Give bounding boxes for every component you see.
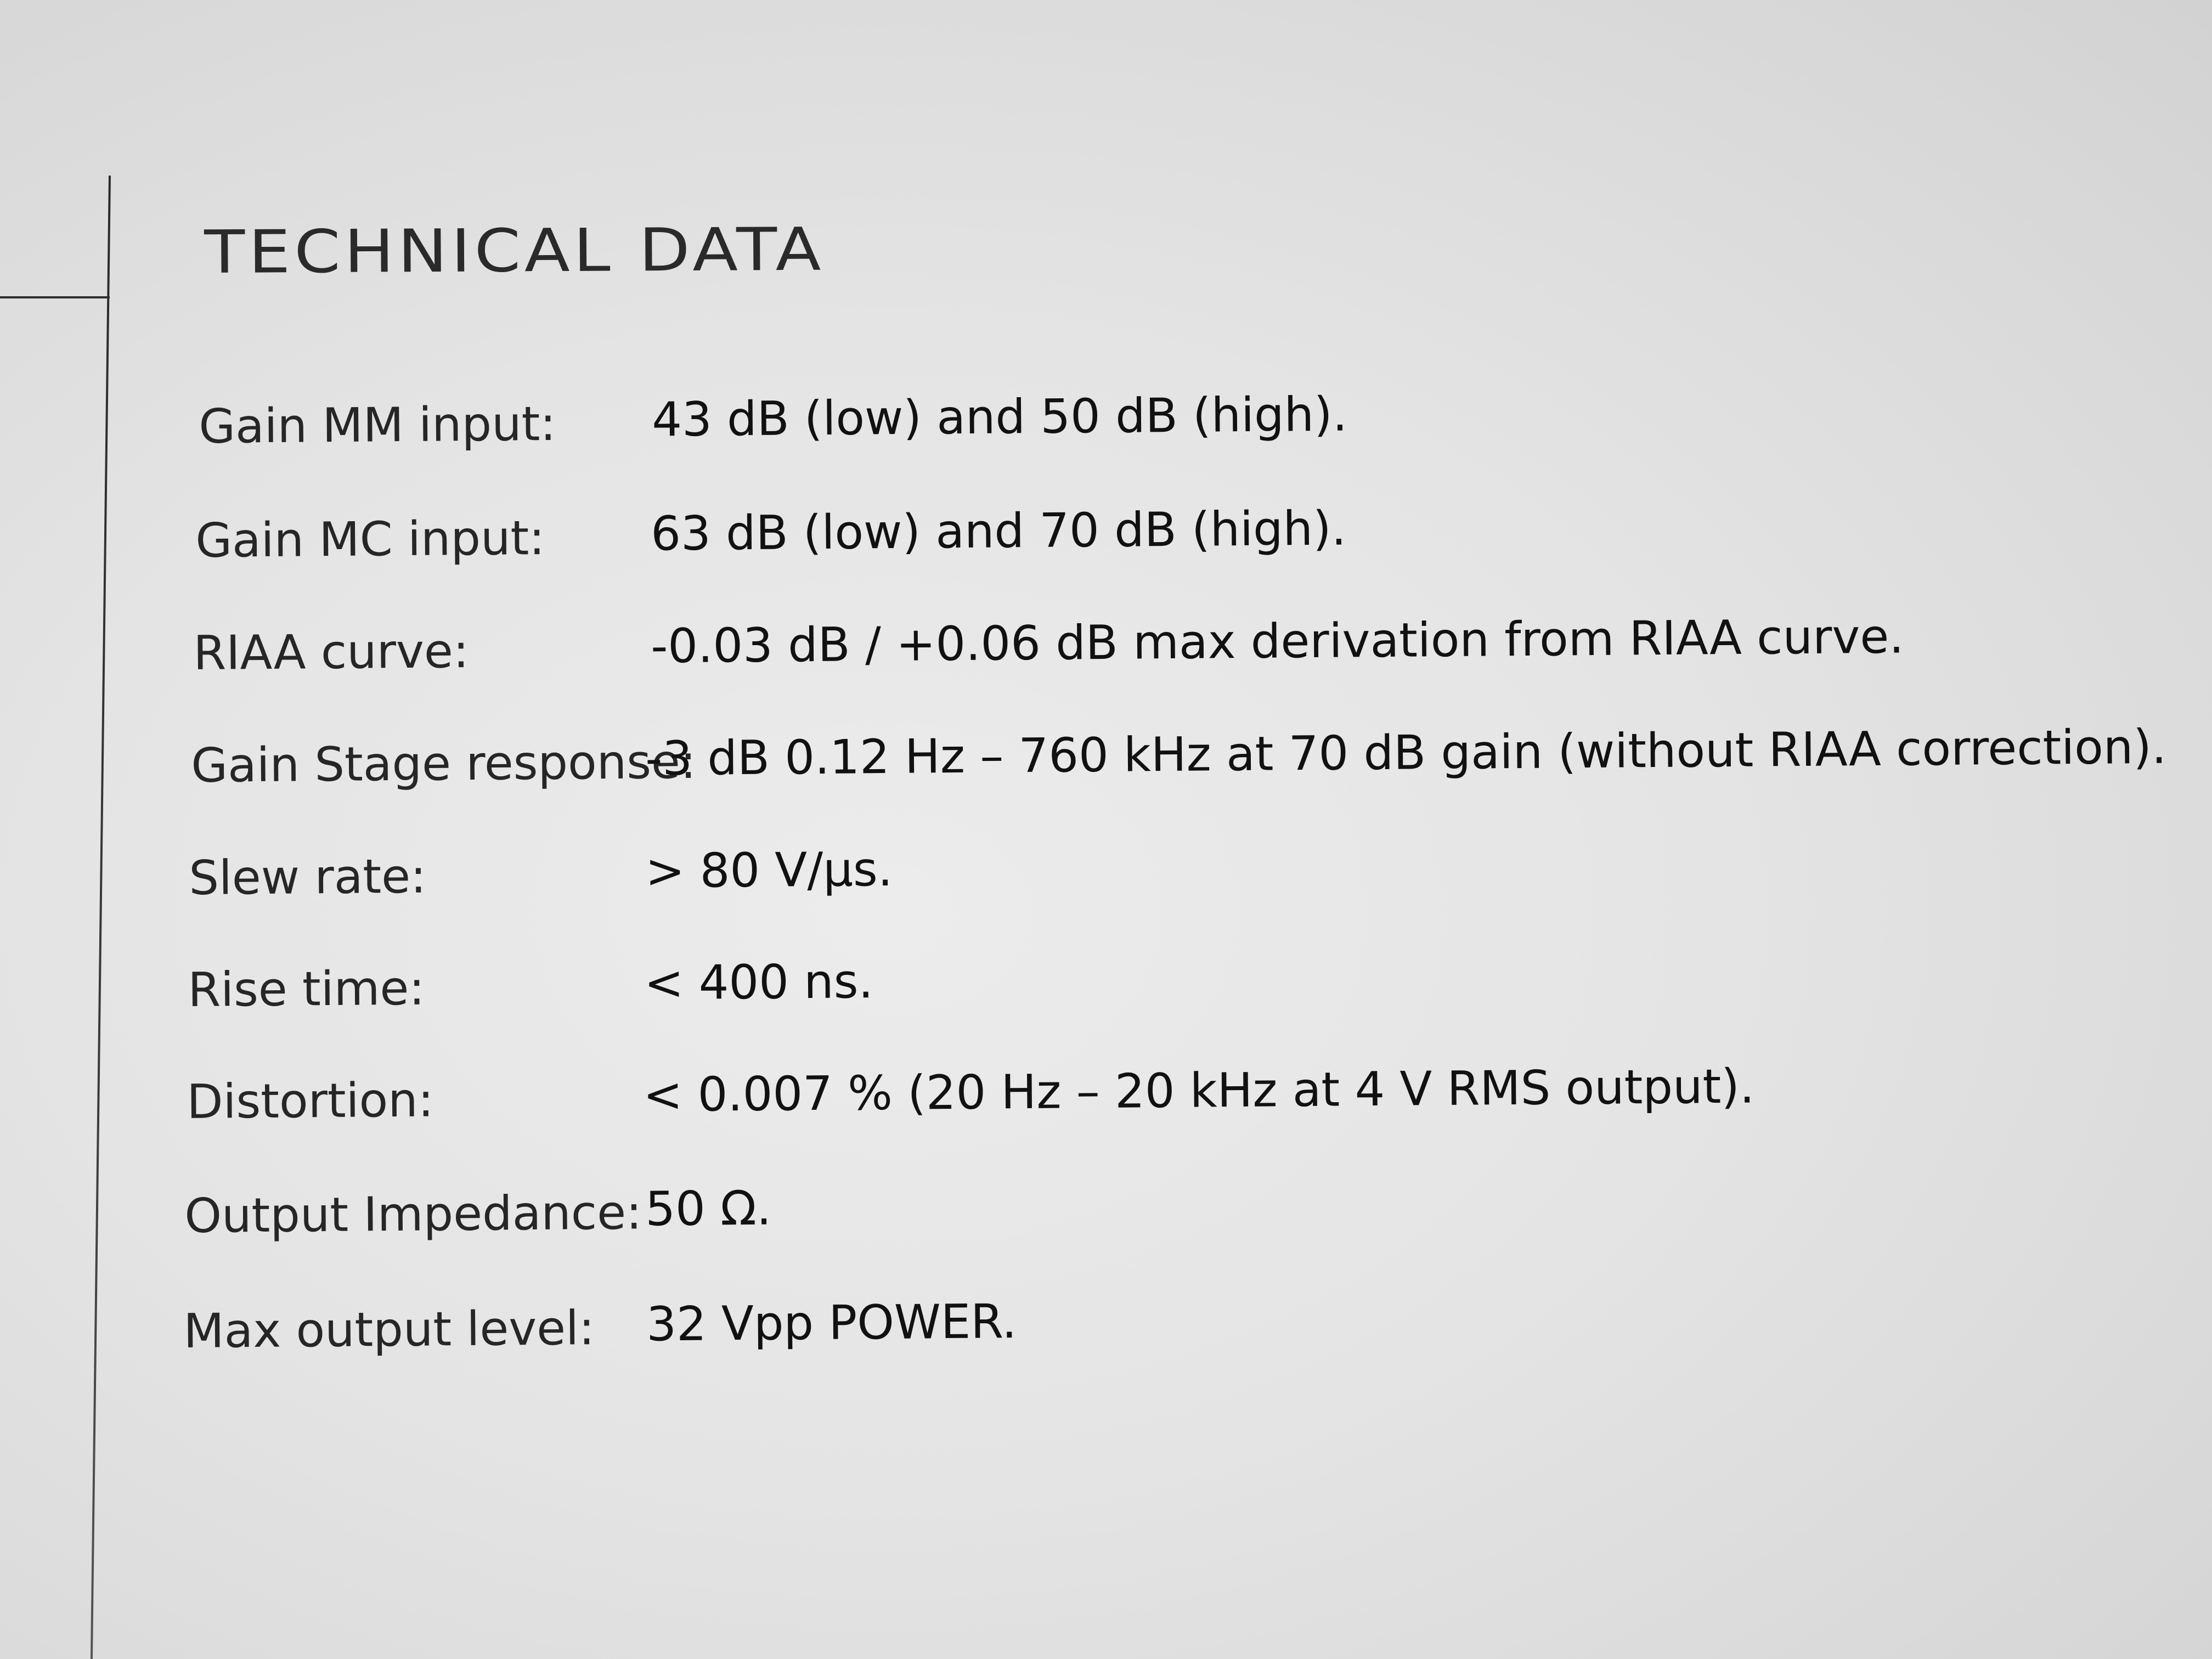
spec-label: Gain MM input: <box>198 396 556 454</box>
spec-value: < 0.007 % (20 Hz – 20 kHz at 4 V RMS output). <box>642 1059 1755 1123</box>
spec-value: -0.03 dB / +0.06 dB max derivation from RIAA curve. <box>650 609 1904 674</box>
spec-label: Gain MC input: <box>195 510 545 568</box>
spec-label: Max output level: <box>183 1301 595 1359</box>
spec-value: 43 dB (low) and 50 dB (high). <box>651 387 1348 448</box>
margin-rule-horizontal <box>0 296 110 298</box>
spec-label: Rise time: <box>187 961 425 1018</box>
spec-value: 50 Ω. <box>645 1181 772 1237</box>
spec-label: Distortion: <box>186 1073 435 1130</box>
spec-value: > 80 V/μs. <box>645 842 893 899</box>
spec-value: < 400 ns. <box>644 954 874 1011</box>
margin-rule-vertical <box>91 176 111 1659</box>
spec-value: 32 Vpp POWER. <box>646 1294 1017 1352</box>
page-title: TECHNICAL DATA <box>204 215 825 287</box>
spec-value: 63 dB (low) and 70 dB (high). <box>650 501 1347 562</box>
spec-label: Gain Stage response: <box>190 734 697 793</box>
spec-label: Slew rate: <box>188 849 427 906</box>
spec-label: RIAA curve: <box>193 624 470 681</box>
spec-label: Output Impedance: <box>184 1185 642 1244</box>
spec-value: -3 dB 0.12 Hz – 760 kHz at 70 dB gain (without RIAA correction). <box>645 719 2167 787</box>
